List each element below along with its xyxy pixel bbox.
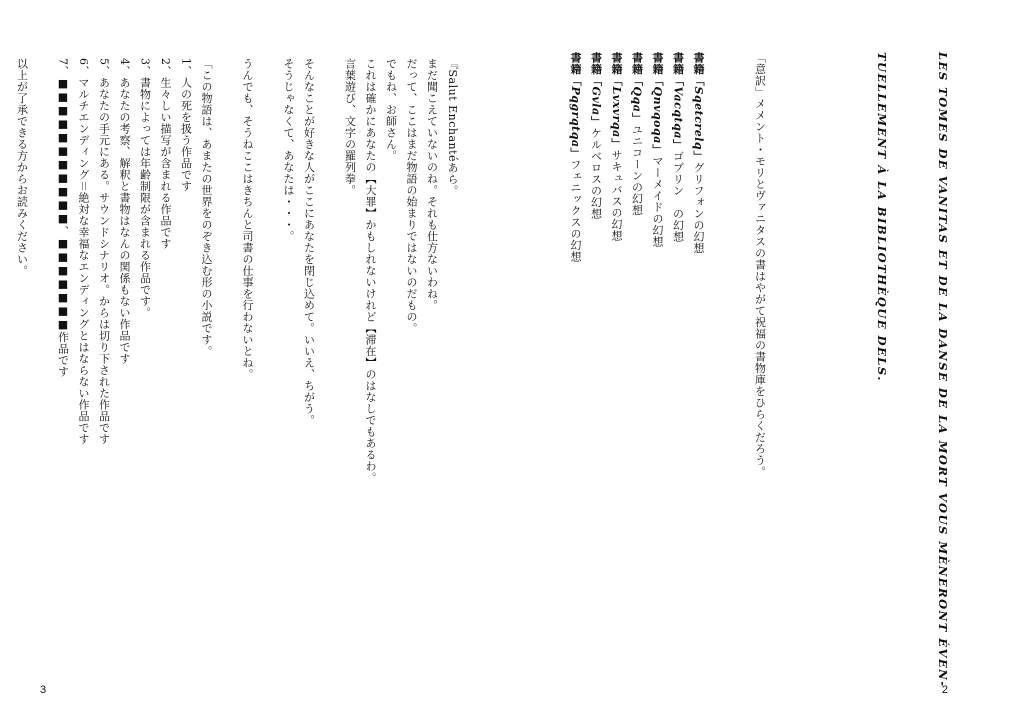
- book-name: Gvla: [589, 86, 603, 116]
- text-line: うんでも、そうねここはきちんと司書の仕事を行わないとね。: [241, 58, 254, 380]
- book-entry: [647, 52, 668, 672]
- text-line: 5、あなたの手元にある。サウンドシナリオ。からは切り下された作品です: [97, 58, 111, 445]
- book-description: マーメイドの幻想: [651, 155, 664, 248]
- text-line: 「この物語は、あまたの世界をのぞき込む形の小説です。: [200, 58, 213, 357]
- right-page: [512, 0, 1024, 724]
- book-name: Vacqtqa: [671, 86, 685, 139]
- text-line: 言葉遊び、文字の羅列拳。: [343, 58, 357, 196]
- title-line-2: TUELLEMENT À LA BIBLIOTHÈQUE DELS.: [875, 52, 889, 382]
- book-prefix: 書籍「: [589, 52, 603, 87]
- book-description: ユニコーンの幻想: [630, 123, 644, 216]
- page-number: 3: [40, 684, 47, 696]
- text-line: だって、ここはまだ物語の始まりではないのだもの。: [405, 58, 418, 334]
- book-entry: [688, 52, 709, 672]
- text-line: まだ聞こえていないのね。それも仕方ないわね。: [425, 58, 439, 311]
- book-prefix: 書籍「: [651, 52, 664, 87]
- book-description: ゴブリン の幻想: [671, 150, 685, 243]
- title-line-1: LES TOMES DE VANITAS ET DE LA DANSE DE LA MORT VOUS MÈNERONT ÉVEN-: [936, 52, 950, 688]
- book-entry: [565, 52, 586, 672]
- book-suffix: 」: [610, 137, 623, 150]
- book-description: グリフォンの幻想: [692, 161, 705, 254]
- book-prefix: 書籍「: [671, 52, 685, 87]
- book-prefix: 書籍「: [569, 52, 582, 87]
- intro-line: 「意訳」メメント・モリとヴァニタスの書はやがて祝福の書物庫をひらくだろう。: [753, 52, 767, 478]
- book-name: Sqetcrelq: [692, 86, 705, 151]
- text-line: 7、■■■■■■■■■■■、■■■■■■■作品です: [56, 58, 70, 378]
- left-page-text: [11, 58, 462, 668]
- page-number: 2: [941, 684, 948, 696]
- text-line: 1、人の死を扱う作品です: [179, 58, 193, 192]
- text-line: これは確かにあなたの【大罪】かもしれないけれど【滞在】のはなしでもあるわ。: [364, 58, 377, 484]
- book-name: Qnvqoqa: [651, 86, 664, 144]
- book-suffix: 」: [671, 138, 685, 151]
- book-suffix: 」: [630, 112, 644, 124]
- book-entry: [606, 52, 627, 672]
- book-entry: [585, 52, 606, 672]
- book-suffix: 」: [651, 143, 664, 156]
- right-page-text: [524, 52, 995, 688]
- book-description: ケルベロスの幻想: [589, 127, 603, 220]
- book-entry: [626, 52, 647, 672]
- book-prefix: 書籍「: [610, 52, 623, 87]
- book-description: フェニックスの幻想: [569, 159, 582, 263]
- text-line: 4、あなたの考察、解釈と書物はなんの関係もない作品です: [118, 58, 131, 365]
- text-line: 2、生々しい描写が含まれる作品です: [159, 58, 172, 250]
- book-suffix: 」: [569, 147, 582, 160]
- text-line: [319, 58, 340, 668]
- book-name: Pqgrqtqa: [569, 86, 582, 148]
- text-line: そんなことが好きな人がここにあなたを閉じ込めて。いいえ、ちがう。: [302, 58, 316, 426]
- spacer: [811, 52, 832, 672]
- book-name: Qqa: [630, 86, 644, 113]
- text-line: [257, 58, 278, 668]
- text-line: でもね、お師さん。: [384, 58, 398, 162]
- book-suffix: 」: [589, 115, 603, 128]
- text-line: 以上が了承できる方からお読みください。: [15, 58, 29, 277]
- book-name: Lvxvrqa: [610, 86, 623, 138]
- text-line: [216, 58, 237, 668]
- book-entry: [667, 52, 688, 672]
- book-suffix: 」: [692, 150, 705, 162]
- book-prefix: 書籍「: [630, 52, 644, 87]
- text-line: [32, 58, 53, 668]
- text-line: 6、マルチエンディング＝絶対な幸福なエンディングとはならない作品です: [77, 58, 90, 445]
- text-line: 3、書物によっては年齢制限が含まれる作品です。: [138, 58, 152, 319]
- book-description: サキュバスの幻想: [610, 149, 623, 242]
- text-line: 『Salut Enchantéあら。: [446, 58, 459, 197]
- text-line: そうじゃなくて、あなたは・・・。: [282, 58, 295, 242]
- book-prefix: 書籍「: [692, 52, 705, 87]
- book-list: [565, 52, 709, 672]
